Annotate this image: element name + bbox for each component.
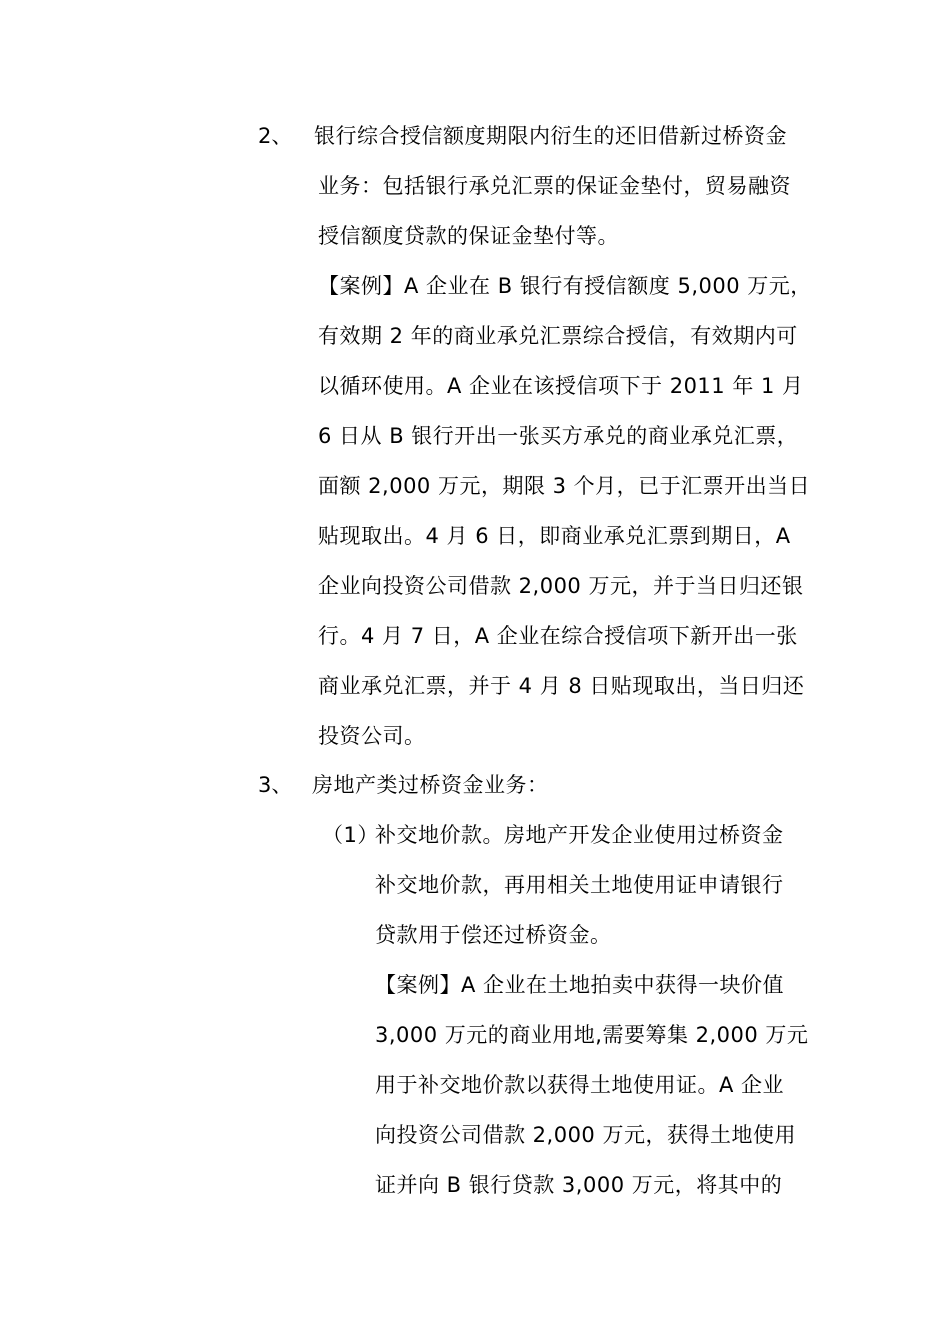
subitem-1-case-line-1: 【案例】A 企业在土地拍卖中获得一块价值 [375, 973, 785, 997]
section-2-case-line-10: 投资公司。 [318, 724, 426, 748]
subitem-1-line-3: 贷款用于偿还过桥资金。 [375, 923, 612, 947]
section-2-case-line-9: 商业承兑汇票，并于 4 月 8 日贴现取出，当日归还 [318, 674, 805, 698]
subitem-1-case-line-5: 证并向 B 银行贷款 3,000 万元，将其中的 [375, 1173, 783, 1197]
section-2-line-1: 银行综合授信额度期限内衍生的还旧借新过桥资金 [314, 124, 787, 148]
section-2-case-line-6: 贴现取出。4 月 6 日，即商业承兑汇票到期日，A [318, 524, 791, 548]
subitem-1-case-line-2: 3,000 万元的商业用地,需要筹集 2,000 万元 [375, 1023, 809, 1047]
section-2-line-2: 业务：包括银行承兑汇票的保证金垫付，贸易融资 [318, 174, 791, 198]
subitem-1-number: （1） [322, 823, 379, 847]
section-2-case-line-8: 行。4 月 7 日，A 企业在综合授信项下新开出一张 [318, 624, 798, 648]
section-3-number: 3、 [258, 773, 293, 797]
section-2-line-3: 授信额度贷款的保证金垫付等。 [318, 224, 619, 248]
section-3-heading: 房地产类过桥资金业务： [312, 773, 549, 797]
subitem-1-line-2: 补交地价款，再用相关土地使用证申请银行 [375, 873, 784, 897]
section-2-case-line-1: 【案例】A 企业在 B 银行有授信额度 5,000 万元， [318, 274, 812, 298]
subitem-1-case-line-4: 向投资公司借款 2,000 万元，获得土地使用 [375, 1123, 796, 1147]
section-2-case-line-2: 有效期 2 年的商业承兑汇票综合授信，有效期内可 [318, 324, 798, 348]
section-2-case-line-5: 面额 2,000 万元，期限 3 个月，已于汇票开出当日 [318, 474, 811, 498]
subitem-1-line-1: 补交地价款。房地产开发企业使用过桥资金 [375, 823, 784, 847]
subitem-1-case-line-3: 用于补交地价款以获得土地使用证。A 企业 [375, 1073, 785, 1097]
section-2-case-line-7: 企业向投资公司借款 2,000 万元，并于当日归还银 [318, 574, 804, 598]
section-2-case-line-3: 以循环使用。A 企业在该授信项下于 2011 年 1 月 [318, 374, 804, 398]
section-2-number: 2、 [258, 124, 293, 148]
section-2-case-line-4: 6 日从 B 银行开出一张买方承兑的商业承兑汇票， [318, 424, 799, 448]
